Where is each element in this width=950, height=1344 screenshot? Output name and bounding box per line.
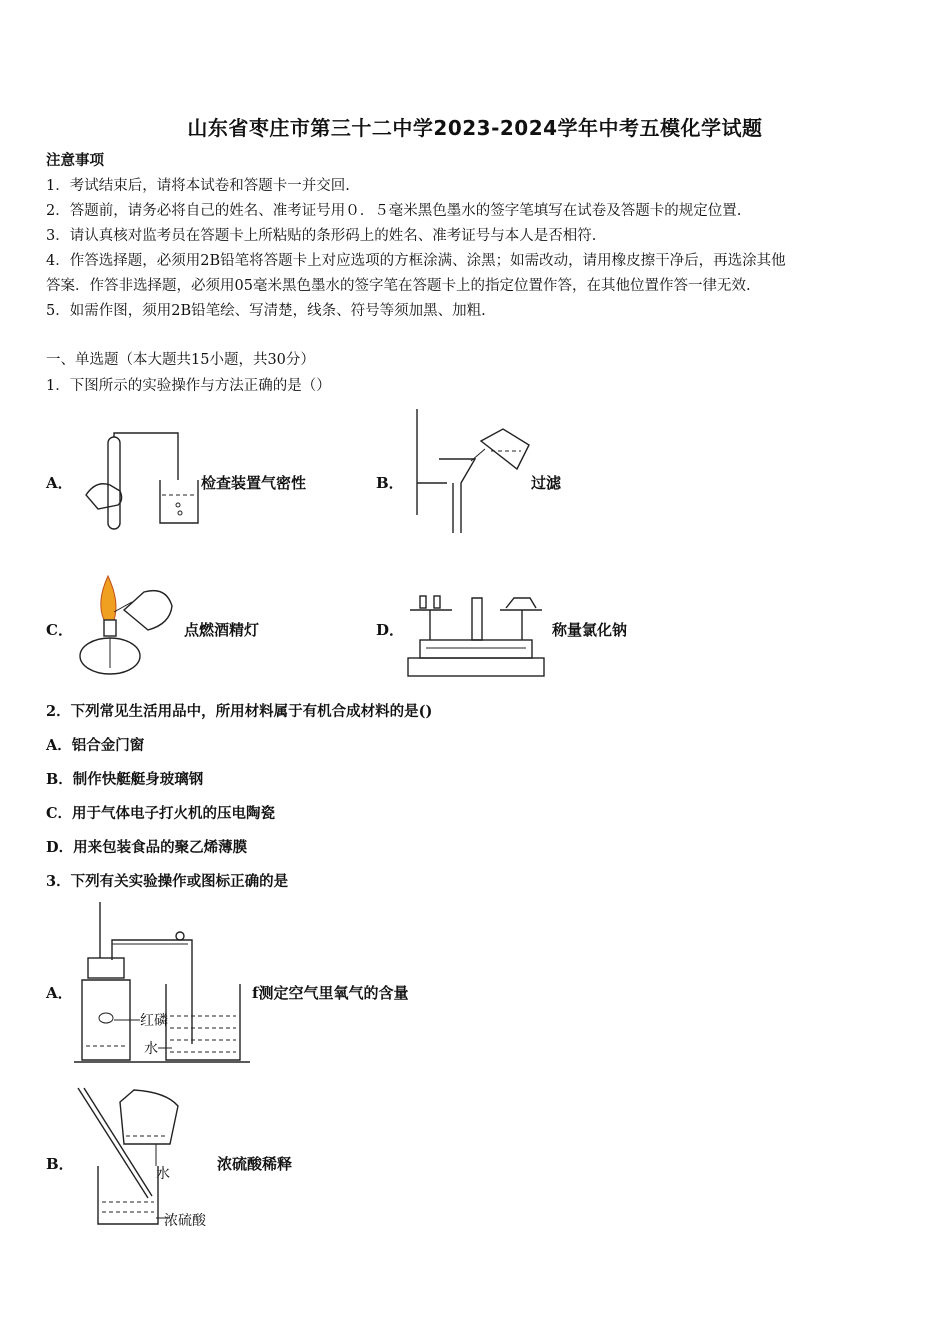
notice-item: 4．作答选择题，必须用2B铅笔将答题卡上对应选项的方框涂满、涂黑；如需改动，请用橡皮擦干净后，再选涂其他 (46, 253, 786, 269)
q2-option-a: A．铝合金门窗 (46, 737, 145, 754)
airtightness-check-figure (78, 425, 198, 535)
q1-option-b-caption: 过滤 (531, 474, 562, 492)
q1-option-c-letter: C． (46, 621, 73, 639)
acid-dilution-figure (74, 1086, 224, 1232)
q3-stem: 3．下列有关实验操作或图标正确的是 (46, 873, 289, 890)
notice-item: 5．如需作图，须用2B铅笔绘、写清楚，线条、符号等须加黑、加粗. (46, 303, 486, 319)
notice-item: 2．答题前，请务必将自己的姓名、准考证号用０．５毫米黑色墨水的签字笔填写在试卷及答题卡的规定位置. (46, 203, 742, 219)
q1-option-c-caption: 点燃酒精灯 (184, 621, 260, 639)
q1-option-d-caption: 称量氯化钠 (552, 621, 628, 639)
q3-option-b-caption: 浓硫酸稀释 (217, 1155, 293, 1173)
q3-option-a-caption: f测定空气里氧气的含量 (252, 984, 409, 1002)
q1-option-a-letter: A． (46, 474, 73, 492)
q2-option-d: D．用来包装食品的聚乙烯薄膜 (46, 839, 248, 856)
notice-heading: 注意事项 (46, 152, 104, 169)
q3-option-b-letter: B． (46, 1155, 74, 1173)
label-water: 水 (144, 1041, 158, 1057)
oxygen-measurement-figure (72, 900, 252, 1066)
notice-item: 3．请认真核对监考员在答题卡上所粘贴的条形码上的姓名、准考证号与本人是否相符. (46, 228, 597, 244)
alcohol-lamp-figure (74, 572, 179, 680)
label-conc-sulfuric: 浓硫酸 (164, 1213, 206, 1229)
section-heading: 一、单选题（本大题共15小题，共30分） (46, 352, 315, 368)
balance-figure (406, 586, 546, 678)
q2-option-c: C．用于气体电子打火机的压电陶瓷 (46, 805, 276, 822)
page-title: 山东省枣庄市第三十二中学2023-2024学年中考五模化学试题 (187, 116, 763, 140)
q1-option-d-letter: D． (376, 621, 405, 639)
notice-item: 答案．作答非选择题，必须用05毫米黑色墨水的签字笔在答题卡上的指定位置作答，在其他位置作答一律无效. (46, 278, 751, 294)
label-red-phosphorus: 红磷 (140, 1013, 168, 1029)
q2-option-b: B．制作快艇艇身玻璃钢 (46, 771, 204, 788)
q3-option-a-letter: A． (46, 984, 73, 1002)
filtration-figure (405, 405, 535, 535)
notice-item: 1．考试结束后，请将本试卷和答题卡一并交回. (46, 178, 350, 194)
q1-option-a-caption: 检查装置气密性 (201, 474, 307, 492)
q1-option-b-letter: B． (376, 474, 404, 492)
q1-stem: 1．下图所示的实验操作与方法正确的是（） (46, 378, 331, 394)
q2-stem: 2．下列常见生活用品中，所用材料属于有机合成材料的是() (46, 703, 433, 720)
label-water-b: 水 (156, 1166, 170, 1182)
